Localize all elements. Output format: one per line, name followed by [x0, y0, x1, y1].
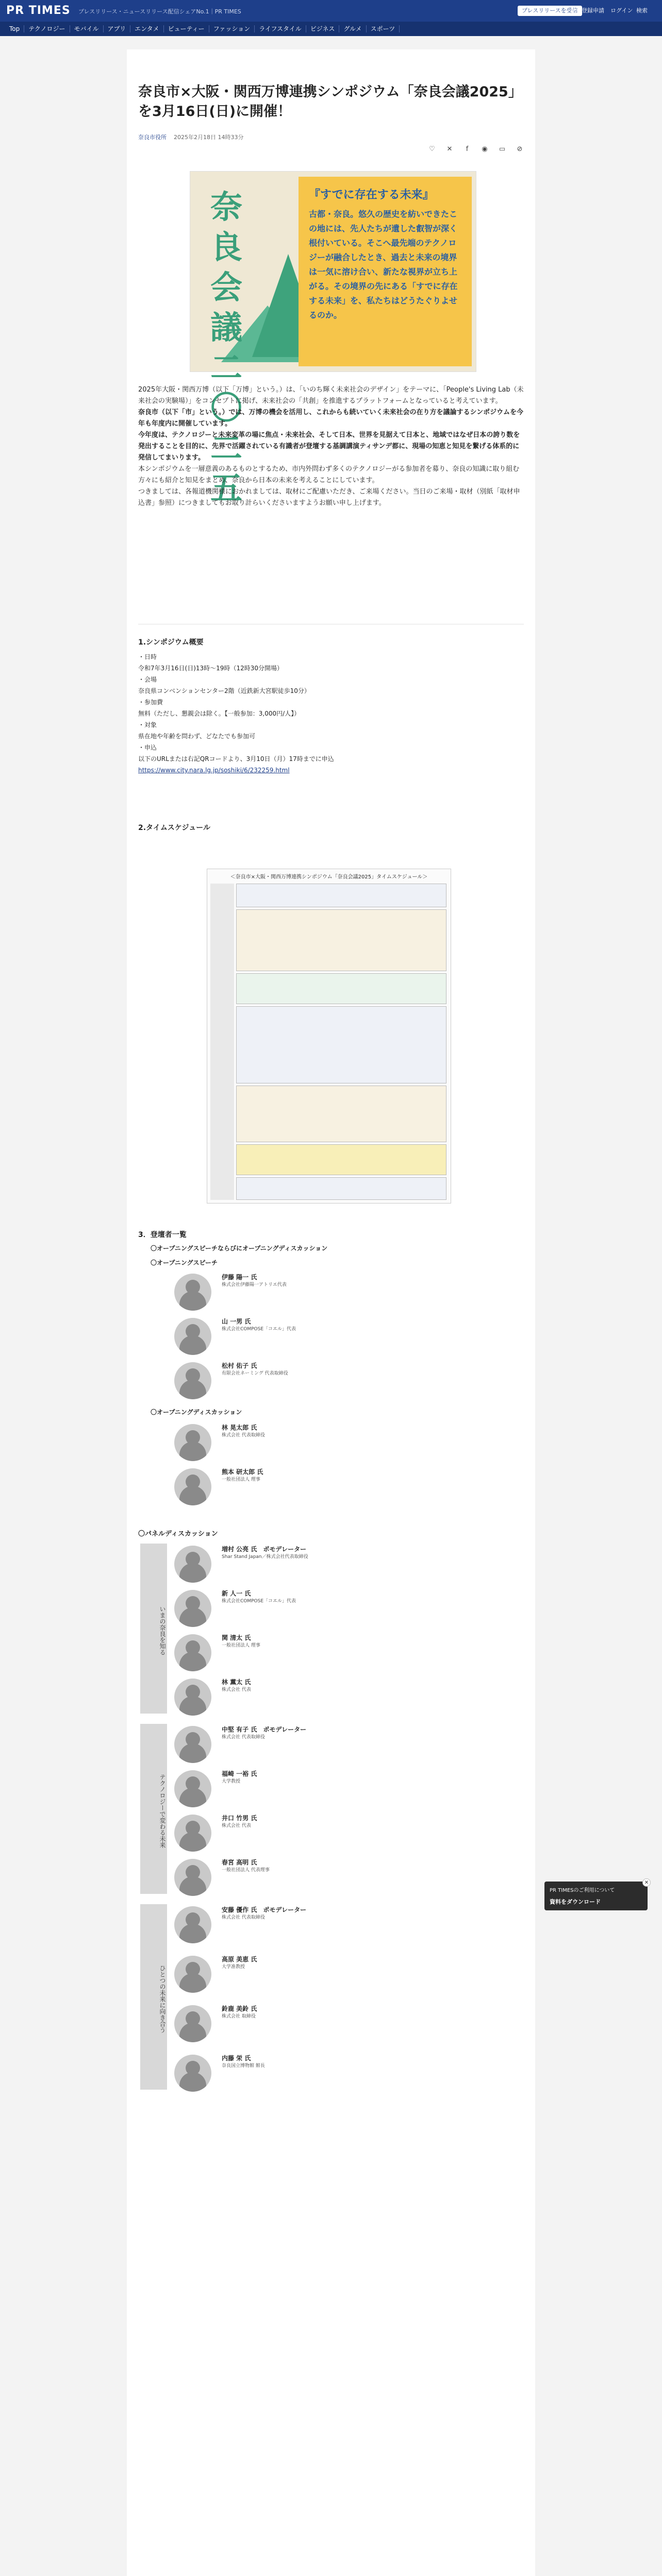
avatar [174, 1546, 211, 1583]
heart-icon[interactable]: ♡ [429, 145, 435, 153]
speaker-desc: 株式会社COMPOSE「コエル」代表 [222, 1599, 296, 1604]
nav-app[interactable]: アプリ [104, 25, 131, 32]
speaker-card [174, 1466, 525, 1511]
speaker-desc: 一般社団法人 代表理事 [222, 1868, 270, 1873]
nav-beauty[interactable]: ビューティー [164, 25, 209, 32]
timetable-band [236, 1144, 446, 1175]
speaker-card [174, 1632, 525, 1676]
nav-top[interactable]: Top [5, 25, 24, 32]
banner-download-button[interactable]: 資料をダウンロード [550, 1899, 601, 1905]
timetable-heading: 2.タイムスケジュール [138, 824, 210, 832]
speaker-desc: 一般社団法人 理事 [222, 1477, 260, 1482]
speaker-desc: 奈良国立博物館 館長 [222, 2063, 265, 2069]
speaker-card [174, 2053, 525, 2102]
avatar [174, 1770, 211, 1807]
signup-link[interactable]: https://www.city.nara.lg.jp/soshiki/6/232259.html [138, 767, 290, 774]
speaker-name: 安藤 優作 氏 ポモデレーター [222, 1906, 307, 1913]
line-icon[interactable]: ◉ [482, 145, 488, 153]
speaker-desc: 株式会社 代表 [222, 1823, 251, 1828]
nav-sports[interactable]: スポーツ [367, 25, 400, 32]
intro-paragraph: 今年度は、テクノロジーと未来変革の場に焦点・未来社会、そして日本、世界を見据えて日本と、地域ではなぜ日本の誇り数を発出することを目的に、先界で活躍されている有識者が登壇する基調講演ティサンデ都に、現場の知恵と知見を繋げる体系的に発信してまいります。 [138, 431, 520, 462]
intro-paragraph: 2025年大阪・関西万博（以下「万博」という。）は、「いのち輝く未来社会のデザイン」をテーマに、「People's Living Lab（未来社会の実験場）」をコンセプトに掲げ、未来社会の「共創」を推進するプラットフォームとなっていると考えています。 [138, 386, 524, 405]
overview-line: 県在地や年齢を問わず、どなたでも参加可 [138, 733, 256, 740]
speaker-card [174, 1954, 525, 2003]
avatar [174, 1424, 211, 1461]
hero-title: 奈良会議二〇二五 [210, 188, 242, 507]
avatar [174, 2005, 211, 2042]
timetable-band [236, 1177, 446, 1200]
overview-line: 以下のURLまたは右記QRコードより、3月10日（月）17時までに申込 [138, 755, 334, 762]
nav-fashion[interactable]: ファッション [209, 25, 255, 32]
opening-speech-heading: 〇オープニングスピーチ [151, 1259, 218, 1266]
overview-line: 令和7年3月16日(日)13時～19時（12時30分開場） [138, 665, 283, 672]
nav-gourmet[interactable]: グルメ [339, 25, 366, 32]
speaker-name: 山 一男 氏 [222, 1318, 251, 1325]
discussion-speakers [174, 1422, 525, 1511]
hero-text: 古都・奈良。悠久の歴史を紡いできたこの地には、先人たちが遺した叡智が深く根付いている。そこへ最先端のテクノロジーが融合したとき、過去と未来の境界は一気に溶け合い、新たな視界が立ち上がる。その境界の先にある「すでに存在する未来」を、私たちはどうたぐりよせるのか。 [309, 209, 458, 320]
avatar [174, 1679, 211, 1716]
speaker-desc: 株式会社 代表取締役 [222, 1915, 265, 1920]
timetable-band [236, 973, 446, 1004]
timetable-time-column [210, 884, 234, 1200]
article-card [127, 49, 535, 2576]
speaker-desc: 大学准教授 [222, 1964, 245, 1970]
overview-line: ・対象 [138, 721, 157, 728]
floating-download-banner[interactable] [544, 1882, 648, 1910]
speaker-card [174, 1676, 525, 1721]
speaker-name: 林 薫太 氏 [222, 1679, 251, 1686]
nav-business[interactable]: ビジネス [306, 25, 340, 32]
panel1-speakers [174, 1544, 525, 1721]
speaker-card [174, 1812, 525, 1857]
publish-date: 2025年2月18日 14時33分 [174, 134, 244, 141]
timetable-band [236, 884, 446, 907]
x-icon[interactable]: ✕ [446, 145, 453, 153]
company-name[interactable]: 奈良市役所 [138, 134, 167, 141]
avatar [174, 1634, 211, 1671]
speaker-desc: 大学教授 [222, 1779, 241, 1784]
speaker-name: 中堅 有子 氏 ポモデレーター [222, 1726, 307, 1733]
speaker-name: 林 晃太郎 氏 [222, 1424, 257, 1431]
avatar [174, 1318, 211, 1355]
speaker-desc: 株式会社伊藤陽一アトリエ代表 [222, 1282, 287, 1287]
avatar [174, 1274, 211, 1311]
company-register-button[interactable]: 企業登録申請 [570, 7, 604, 14]
timetable-band [236, 1006, 446, 1083]
nav-lifestyle[interactable]: ライフスタイル [255, 25, 306, 32]
speaker-card [174, 2003, 525, 2053]
speaker-name: 増村 公亮 氏 ポモデレーター [222, 1546, 307, 1553]
overview-line: ・日時 [138, 653, 157, 660]
panel-group-label: ひとつの未来に向き合う [140, 1904, 167, 2090]
panel3-speakers [174, 1904, 525, 2102]
overview-heading: 1.シンポジウム概要 [138, 638, 204, 647]
hero-headline: 『すでに存在する未来』 [309, 189, 434, 201]
speakers-heading: 3．登壇者一覧 [138, 1231, 187, 1239]
overview-line: 無料（ただし、懇親会は除く。【一般参加：3,000円/人】） [138, 710, 301, 717]
article-title: 奈良市×大阪・関西万博連携シンポジウム「奈良会議2025」を3月16日(日)に開催！ [138, 84, 522, 120]
speaker-card [174, 1588, 525, 1632]
speaker-desc: 株式会社 代表取締役 [222, 1735, 265, 1740]
speaker-desc: 有限会社ネーミング 代表取締役 [222, 1371, 288, 1376]
speaker-desc: 株式会社 代表取締役 [222, 1433, 265, 1438]
opening-speakers [174, 1272, 525, 1404]
speaker-card [174, 1316, 525, 1360]
speaker-card [174, 1724, 525, 1768]
share-bar [428, 145, 524, 154]
avatar [174, 1815, 211, 1852]
speaker-desc: 株式会社 代表 [222, 1687, 251, 1692]
speaker-name: 松村 佑子 氏 [222, 1362, 257, 1369]
site-logo[interactable]: PR TIMES [6, 4, 71, 17]
speaker-card [174, 1422, 525, 1466]
intro-text [138, 384, 524, 509]
speaker-name: 熊本 研太郎 氏 [222, 1468, 263, 1476]
speaker-desc: 一般社団法人 理事 [222, 1643, 260, 1648]
overview-line: ・参加費 [138, 699, 163, 706]
speaker-desc: Shar Stand Japan／株式会社代表取締役 [222, 1554, 308, 1560]
intro-paragraph: 奈良市（以下「市」という。）では、万博の機会を活用し、これからも続いていく未来社会の在り方を議論するシンポジウムを今年も年度内に開催しています。 [138, 409, 524, 428]
timetable-title: ＜奈良市×大阪・関西万博連携シンポジウム「奈良会議2025」タイムスケジュール＞ [230, 874, 428, 880]
avatar [174, 1468, 211, 1505]
speaker-card [174, 1360, 525, 1404]
speaker-desc: 株式会社 取締役 [222, 2014, 256, 2019]
panel2-speakers [174, 1724, 525, 1901]
avatar [174, 1362, 211, 1399]
intro-paragraph: つきましては、各報道機関様におかれましては、取材にご配慮いただき、ご来場ください。当日のご来場・取材（別紙「取材申込書」参照）につきましてもお取り計らいくださいますようお願い申し上げます。 [138, 488, 520, 507]
opening-heading: 〇オープニングスピーチならびにオープニングディスカッション [151, 1245, 328, 1252]
avatar [174, 1859, 211, 1896]
top-bar [0, 0, 662, 22]
panel-heading: 〇パネルディスカッション [138, 1530, 218, 1538]
overview-line: 奈良県コンベンションセンター2階（近鉄新大宮駅徒歩10分） [138, 687, 310, 694]
nav-technology[interactable]: テクノロジー [24, 25, 70, 32]
overview-line: ・会場 [138, 676, 157, 683]
close-icon[interactable]: ✕ [642, 1878, 651, 1887]
speaker-card [174, 1904, 525, 1954]
banner-line1: PR TIMESのご利用について [550, 1888, 615, 1893]
speaker-card [174, 1544, 525, 1588]
link-icon[interactable]: ⊘ [517, 145, 523, 153]
facebook-icon[interactable]: f [466, 145, 469, 153]
speaker-name: 伊藤 陽一 氏 [222, 1274, 257, 1281]
speaker-name: 福崎 一裕 氏 [222, 1770, 257, 1777]
speaker-name: 高原 美恵 氏 [222, 1956, 257, 1963]
speaker-card [174, 1768, 525, 1812]
login-button[interactable]: ログイン [610, 7, 633, 14]
panel-group-label: テクノロジーで変わる未来 [140, 1724, 167, 1894]
timetable-image[interactable] [207, 869, 451, 1204]
subscribe-button[interactable]: プレスリリースを受信 [518, 6, 582, 16]
speaker-name: 新 人一 氏 [222, 1590, 251, 1597]
panel-group-label: いまの奈良を知る [140, 1544, 167, 1714]
speaker-name: 内藤 栄 氏 [222, 2055, 251, 2062]
nav-entertainment[interactable]: エンタメ [130, 25, 164, 32]
avatar [174, 2055, 211, 2092]
nav-mobile[interactable]: モバイル [70, 25, 104, 32]
bookmark-icon[interactable]: ▭ [499, 145, 506, 153]
hero-textbox [299, 177, 472, 366]
speaker-name: 春宮 高明 氏 [222, 1859, 257, 1866]
timetable-band [236, 909, 446, 971]
overview-line: ・申込 [138, 744, 157, 751]
speaker-name: 井口 竹男 氏 [222, 1815, 257, 1822]
avatar [174, 1906, 211, 1943]
site-tagline: プレスリリース・ニュースリリース配信シェアNo.1｜PR TIMES [78, 8, 241, 15]
avatar [174, 1590, 211, 1627]
speaker-card [174, 1857, 525, 1901]
timetable-band [236, 1086, 446, 1142]
opening-discussion-heading: 〇オープニングディスカッション [151, 1409, 242, 1416]
speaker-name: 関 清太 氏 [222, 1634, 251, 1641]
search-button[interactable]: 検索 [636, 7, 648, 14]
speaker-name: 鈴鹿 美鈴 氏 [222, 2005, 257, 2012]
category-nav [0, 22, 662, 36]
avatar [174, 1726, 211, 1763]
speaker-desc: 株式会社COMPOSE「コエル」代表 [222, 1327, 296, 1332]
avatar [174, 1956, 211, 1993]
overview-list [138, 651, 334, 776]
speaker-card [174, 1272, 525, 1316]
intro-paragraph: 本シンポジウムを一層意義のあるものとするため、市内外問わず多くのテクノロジーがる参加者を募り、奈良の知識に取り組む方々にも紹介と知見をまとめ、奈良から日本の未来を考えることにしています。 [138, 465, 520, 484]
